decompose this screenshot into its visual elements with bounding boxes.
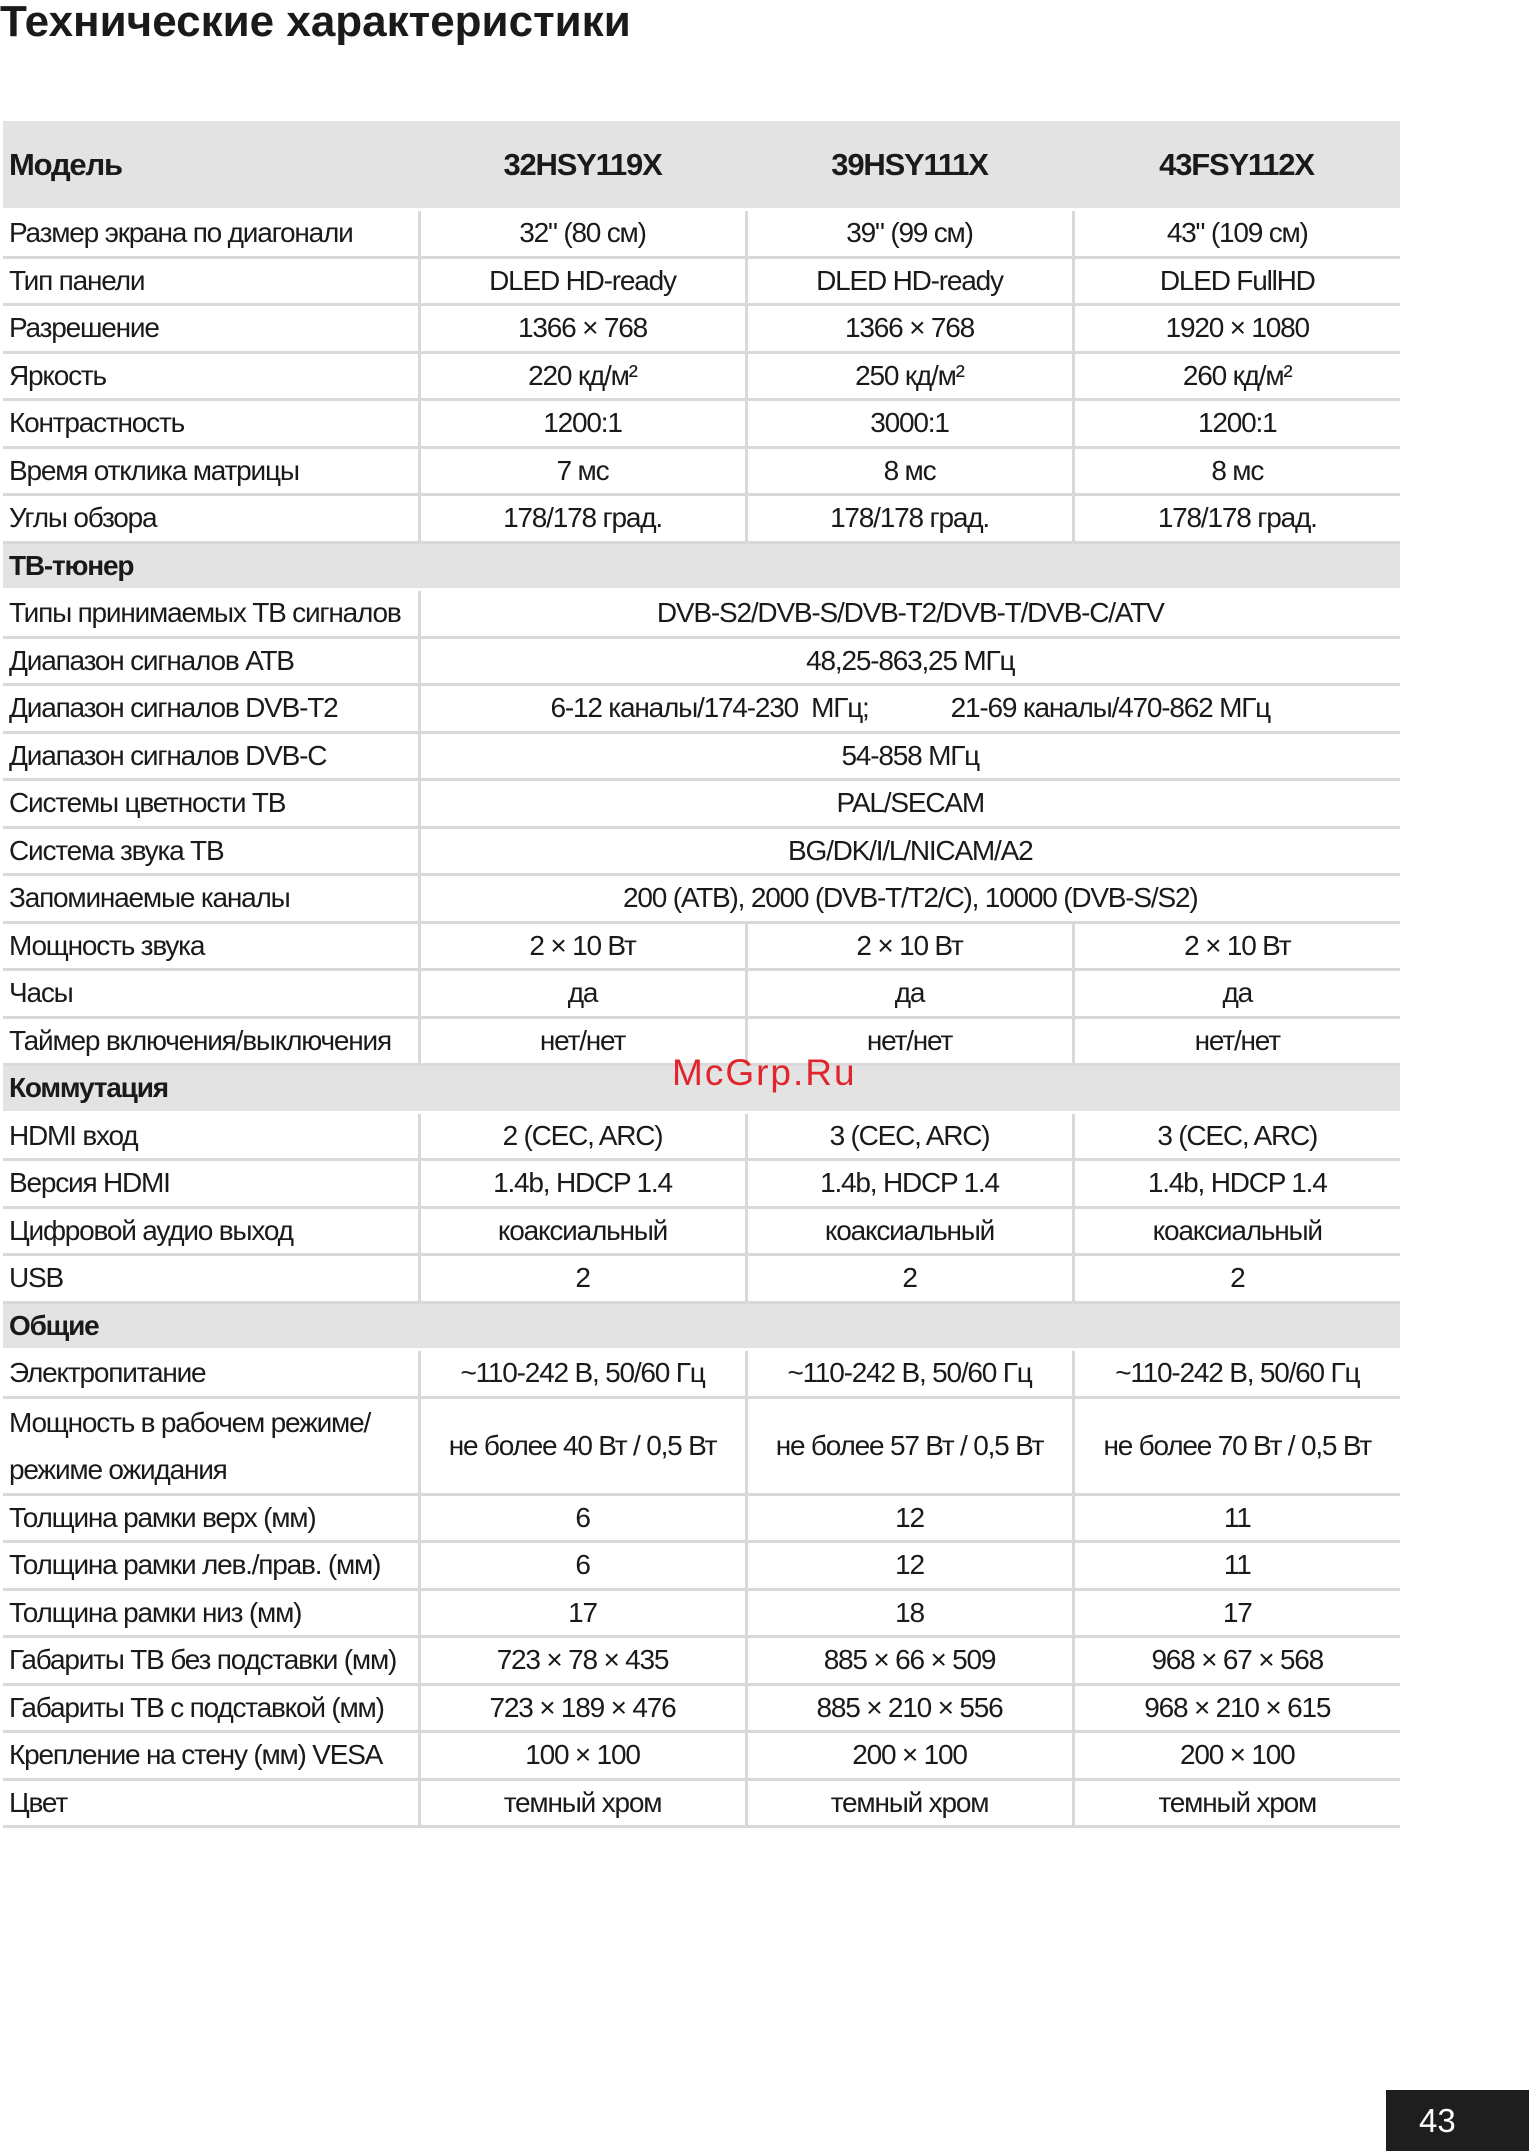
spec-value-part: 21-69 каналы/470-862 МГц [950, 692, 1271, 724]
spec-value-shared: 200 (АТВ), 2000 (DVB-T/T2/C), 10000 (DVB-S/S2) [419, 875, 1400, 923]
spec-value: 18 [746, 1589, 1073, 1637]
spec-label: Цвет [3, 1779, 419, 1827]
spec-value: нет/нет [746, 1017, 1073, 1065]
table-row [3, 827, 1400, 875]
spec-table-body [3, 210, 1400, 1827]
spec-value: 2 × 10 Вт [1073, 922, 1400, 970]
spec-value: 2 × 10 Вт [746, 922, 1073, 970]
spec-value: 1.4b, HDCP 1.4 [419, 1160, 746, 1208]
spec-value: 1.4b, HDCP 1.4 [1073, 1160, 1400, 1208]
page-title: Технические характеристики [0, 0, 631, 46]
table-row [3, 1112, 1400, 1160]
table-row [3, 400, 1400, 448]
spec-label: Крепление на стену (мм) VESA [3, 1732, 419, 1780]
spec-value: 1200:1 [419, 400, 746, 448]
spec-value: 1366 × 768 [419, 305, 746, 353]
spec-value: 723 × 189 × 476 [419, 1684, 746, 1732]
spec-label: Габариты ТВ с подставкой (мм) [3, 1684, 419, 1732]
spec-label-line: режиме ожидания [9, 1453, 227, 1485]
table-row [3, 1350, 1400, 1398]
spec-label: Разрешение [3, 305, 419, 353]
spec-label: Толщина рамки лев./прав. (мм) [3, 1542, 419, 1590]
spec-value: 32" (80 см) [419, 210, 746, 258]
table-row [3, 922, 1400, 970]
spec-value: темный хром [1073, 1779, 1400, 1827]
spec-label: Версия HDMI [3, 1160, 419, 1208]
table-row [3, 257, 1400, 305]
section-title: Общие [3, 1302, 1400, 1350]
spec-value: 2 [1073, 1255, 1400, 1303]
spec-value: 17 [1073, 1589, 1400, 1637]
spec-value-part: 6-12 каналы/174-230 МГц; [550, 692, 869, 724]
spec-label: Мощность звука [3, 922, 419, 970]
spec-value: 3 (CEC, ARC) [1073, 1112, 1400, 1160]
spec-label: Типы принимаемых ТВ сигналов [3, 590, 419, 638]
spec-value: DLED HD-ready [419, 257, 746, 305]
table-row [3, 1542, 1400, 1590]
table-row [3, 685, 1400, 733]
spec-label: Системы цветности ТВ [3, 780, 419, 828]
model-header-label: Модель [3, 121, 419, 210]
spec-value: 7 мс [419, 447, 746, 495]
table-row [3, 1160, 1400, 1208]
spec-value: 3000:1 [746, 400, 1073, 448]
spec-value: 723 × 78 × 435 [419, 1637, 746, 1685]
model-name: 39HSY111X [746, 121, 1073, 210]
section-header-row [3, 1302, 1400, 1350]
table-row [3, 495, 1400, 543]
spec-label: Диапазон сигналов АТВ [3, 637, 419, 685]
section-title: Коммутация [3, 1065, 1400, 1113]
spec-value: 178/178 град. [746, 495, 1073, 543]
spec-value-shared: BG/DK/I/L/NICAM/A2 [419, 827, 1400, 875]
spec-label: Часы [3, 970, 419, 1018]
spec-value: да [1073, 970, 1400, 1018]
spec-label: Контрастность [3, 400, 419, 448]
spec-value: 6 [419, 1542, 746, 1590]
table-row [3, 305, 1400, 353]
spec-value: 200 × 100 [746, 1732, 1073, 1780]
spec-value: 1366 × 768 [746, 305, 1073, 353]
spec-value: нет/нет [419, 1017, 746, 1065]
spec-value: 968 × 67 × 568 [1073, 1637, 1400, 1685]
spec-label: Система звука ТВ [3, 827, 419, 875]
table-row [3, 1732, 1400, 1780]
spec-label: Углы обзора [3, 495, 419, 543]
spec-value: 178/178 град. [1073, 495, 1400, 543]
spec-label: Толщина рамки низ (мм) [3, 1589, 419, 1637]
spec-value: 11 [1073, 1542, 1400, 1590]
table-row [3, 1637, 1400, 1685]
spec-value: да [746, 970, 1073, 1018]
spec-table [3, 121, 1400, 1828]
table-row [3, 352, 1400, 400]
spec-value: 260 кд/м² [1073, 352, 1400, 400]
spec-value: 885 × 66 × 509 [746, 1637, 1073, 1685]
table-row [3, 1684, 1400, 1732]
spec-value: 200 × 100 [1073, 1732, 1400, 1780]
spec-value: 8 мс [746, 447, 1073, 495]
watermark-text: McGrp.Ru [672, 1052, 857, 1093]
spec-value: 100 × 100 [419, 1732, 746, 1780]
spec-label [3, 1397, 419, 1494]
section-header-row [3, 542, 1400, 590]
spec-value-shared [419, 685, 1400, 733]
spec-value: 2 [419, 1255, 746, 1303]
table-row [3, 1589, 1400, 1637]
spec-value: 11 [1073, 1494, 1400, 1542]
spec-value: коаксиальный [419, 1207, 746, 1255]
spec-value: 39" (99 см) [746, 210, 1073, 258]
table-row [3, 1494, 1400, 1542]
spec-label: Диапазон сигналов DVB-T2 [3, 685, 419, 733]
spec-value: 220 кд/м² [419, 352, 746, 400]
spec-value: 1.4b, HDCP 1.4 [746, 1160, 1073, 1208]
spec-value: 2 (CEC, ARC) [419, 1112, 746, 1160]
spec-value: коаксиальный [1073, 1207, 1400, 1255]
table-row [3, 970, 1400, 1018]
spec-value: не более 70 Вт / 0,5 Вт [1073, 1397, 1400, 1494]
spec-label-line: Мощность в рабочем режиме/ [9, 1406, 371, 1438]
table-row [3, 1255, 1400, 1303]
spec-value: 3 (CEC, ARC) [746, 1112, 1073, 1160]
spec-value: коаксиальный [746, 1207, 1073, 1255]
table-row [3, 1397, 1400, 1494]
spec-value: DLED FullHD [1073, 257, 1400, 305]
spec-label: Диапазон сигналов DVB-C [3, 732, 419, 780]
spec-label: HDMI вход [3, 1112, 419, 1160]
table-row [3, 210, 1400, 258]
spec-value: ~110-242 В, 50/60 Гц [419, 1350, 746, 1398]
spec-value-shared: 54-858 МГц [419, 732, 1400, 780]
spec-value: темный хром [746, 1779, 1073, 1827]
table-row [3, 637, 1400, 685]
spec-value: DLED HD-ready [746, 257, 1073, 305]
spec-value: 250 кд/м² [746, 352, 1073, 400]
spec-value: 12 [746, 1542, 1073, 1590]
spec-value-shared: 48,25-863,25 МГц [419, 637, 1400, 685]
table-row [3, 590, 1400, 638]
spec-label: Габариты ТВ без подставки (мм) [3, 1637, 419, 1685]
spec-value: 8 мс [1073, 447, 1400, 495]
spec-label: Толщина рамки верх (мм) [3, 1494, 419, 1542]
spec-value: 43" (109 см) [1073, 210, 1400, 258]
model-name: 43FSY112X [1073, 121, 1400, 210]
spec-value: темный хром [419, 1779, 746, 1827]
spec-value: да [419, 970, 746, 1018]
spec-label: Время отклика матрицы [3, 447, 419, 495]
spec-value: 178/178 град. [419, 495, 746, 543]
spec-value: нет/нет [1073, 1017, 1400, 1065]
spec-label: Тип панели [3, 257, 419, 305]
table-row [3, 875, 1400, 923]
spec-value: не более 57 Вт / 0,5 Вт [746, 1397, 1073, 1494]
spec-value: 1920 × 1080 [1073, 305, 1400, 353]
spec-value: 12 [746, 1494, 1073, 1542]
spec-value-shared: DVB-S2/DVB-S/DVB-T2/DVB-T/DVB-C/ATV [419, 590, 1400, 638]
spec-value: ~110-242 В, 50/60 Гц [746, 1350, 1073, 1398]
table-header-row [3, 121, 1400, 210]
spec-value: ~110-242 В, 50/60 Гц [1073, 1350, 1400, 1398]
spec-label: Размер экрана по диагонали [3, 210, 419, 258]
spec-value: 885 × 210 × 556 [746, 1684, 1073, 1732]
spec-value-shared: PAL/SECAM [419, 780, 1400, 828]
spec-label: Электропитание [3, 1350, 419, 1398]
model-name: 32HSY119X [419, 121, 746, 210]
spec-value: не более 40 Вт / 0,5 Вт [419, 1397, 746, 1494]
spec-label: USB [3, 1255, 419, 1303]
spec-label: Таймер включения/выключения [3, 1017, 419, 1065]
spec-label: Цифровой аудио выход [3, 1207, 419, 1255]
spec-label: Яркость [3, 352, 419, 400]
spec-value: 968 × 210 × 615 [1073, 1684, 1400, 1732]
table-row [3, 732, 1400, 780]
spec-label: Запоминаемые каналы [3, 875, 419, 923]
spec-value: 17 [419, 1589, 746, 1637]
table-row [3, 780, 1400, 828]
spec-value: 6 [419, 1494, 746, 1542]
page-number: 43 [1386, 2090, 1529, 2151]
section-title: ТВ-тюнер [3, 542, 1400, 590]
spec-value: 2 × 10 Вт [419, 922, 746, 970]
table-row [3, 1207, 1400, 1255]
spec-value: 2 [746, 1255, 1073, 1303]
table-row [3, 1779, 1400, 1827]
table-row [3, 447, 1400, 495]
spec-value: 1200:1 [1073, 400, 1400, 448]
